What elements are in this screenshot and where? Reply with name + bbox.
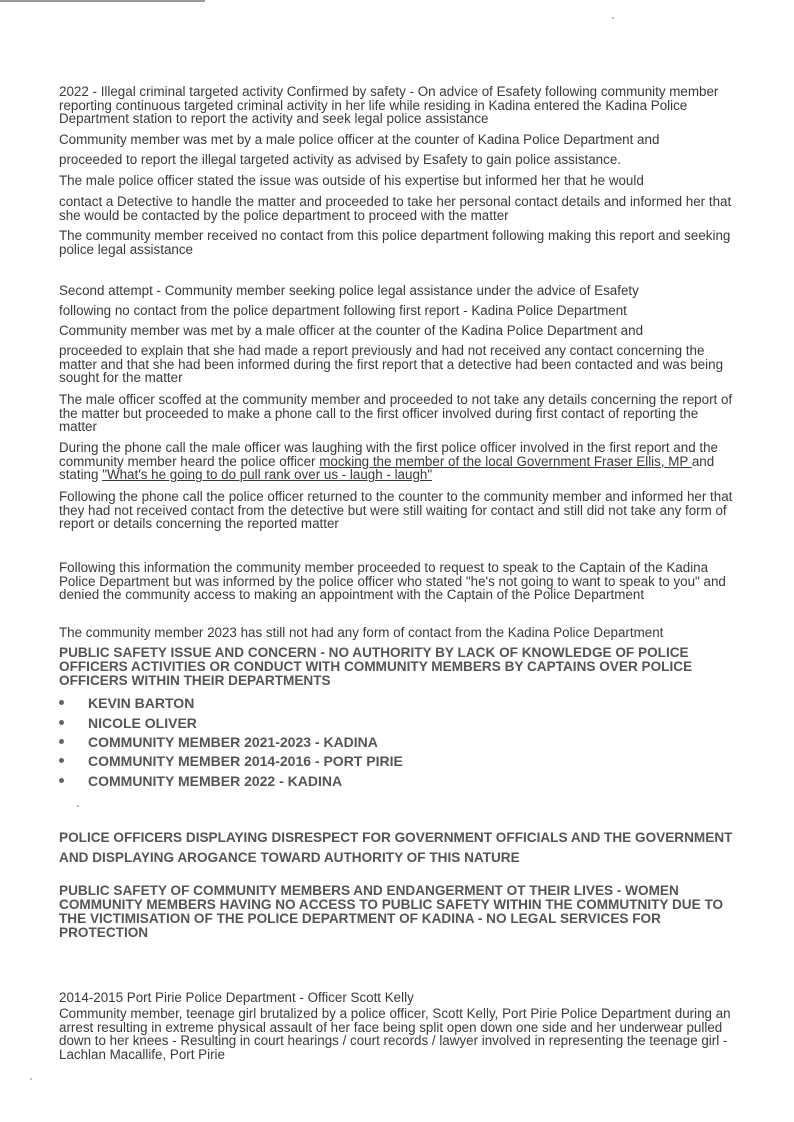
paragraph-no-contact: The community member received no contact from this police department following making this report and seeking police legal assistance <box>59 228 731 257</box>
underlined-mocking-quote: mocking the member of the local Government Fraser Ellis, MP <box>319 453 692 469</box>
paragraph-port-pirie-detail: Community member, teenage girl brutalized by a police officer, Scott Kelly, Port Pirie Police Department during an arrest resulting in extreme physical assault of her face being split open down one side and her underwear pulled down to her knees - Resulting in court hearings / court records / lawyer involved in representing the teenage girl - Lachlan Macallife, Port Pirie <box>59 1006 731 1062</box>
bullet-icon <box>59 720 64 725</box>
paragraph-second-attempt: Second attempt - Community member seeking police legal assistance under the advice of Esafety <box>59 283 639 298</box>
list-item: COMMUNITY MEMBER 2021-2023 - KADINA <box>59 734 378 750</box>
phone-call-text-cont: and stating <box>59 453 715 483</box>
list-item: COMMUNITY MEMBER 2014-2016 - PORT PIRIE <box>59 753 403 769</box>
heading-endangerment: PUBLIC SAFETY OF COMMUNITY MEMBERS AND ENDANGERMENT OT THEIR LIVES - WOMEN COMMUNITY MEMBERS HAVING NO ACCESS TO PUBLIC SAFETY WITHIN THE COMMUTNITY DUE TO THE VICTIMISATION OF THE POLICE DEPARTMENT OF KADINA - NO LEGAL SERVICES FOR PROTECTION <box>59 883 724 940</box>
paragraph-phone-call <box>59 441 735 482</box>
scan-edge-line <box>0 0 205 2</box>
bullet-icon <box>59 758 64 763</box>
paragraph-report-activity: proceeded to report the illegal targeted activity as advised by Esafety to gain police assistance. <box>59 152 621 167</box>
paragraph-still-no-contact: The community member 2023 has still not had any form of contact from the Kadina Police Department <box>59 625 664 640</box>
paragraph-port-pirie-title: 2014-2015 Port Pirie Police Department - Officer Scott Kelly <box>59 990 414 1005</box>
paragraph-captain-request: Following this information the community member proceeded to request to speak to the Captain of the Kadina Police Department but was informed by the police officer who stated "he's not going to want to speak to you" and denied the community access to making an appointment with the Captain of the Police Department <box>59 560 726 603</box>
paragraph-officer-scoffed: The male officer scoffed at the community member and proceeded to not take any details concerning the report of the matter but proceeded to make a phone call to the first officer involved during first contact of reporting the matter <box>59 392 733 435</box>
paragraph-officer-statement: The male police officer stated the issue was outside of his expertise but informed her that he would <box>59 173 644 188</box>
heading-public-safety-issue: PUBLIC SAFETY ISSUE AND CONCERN - NO AUTHORITY BY LACK OF KNOWLEDGE OF POLICE OFFICERS ACTIVITIES OR CONDUCT WITH COMMUNITY MEMBERS BY CAPTAINS OVER POLICE OFFICERS WITHIN THEIR DEPARTMENTS <box>59 645 693 688</box>
bullet-icon <box>59 778 64 783</box>
list-item: KEVIN BARTON <box>59 695 194 711</box>
scan-speck <box>612 17 614 19</box>
scan-speck <box>77 805 79 807</box>
paragraph-second-attempt-cont: following no contact from the police department following first report - Kadina Police Department <box>59 303 627 318</box>
bullet-icon <box>59 739 64 744</box>
list-item: COMMUNITY MEMBER 2022 - KADINA <box>59 773 342 789</box>
paragraph-officer-returned: Following the phone call the police officer returned to the counter to the community member and informed her that they had not received contact from the detective but were still waiting for contact and still did not take any form of report or details concerning the reported matter <box>59 489 733 532</box>
bullet-icon <box>59 700 64 705</box>
paragraph-second-counter: Community member was met by a male officer at the counter of the Kadina Police Department and <box>59 323 644 338</box>
list-item: NICOLE OLIVER <box>59 715 197 731</box>
paragraph-counter-meeting: Community member was met by a male police officer at the counter of Kadina Police Department and <box>59 132 660 147</box>
underlined-laugh-quote: "What's he going to do pull rank over us - laugh - laugh" <box>102 467 433 483</box>
scan-speck <box>30 1078 32 1080</box>
phone-call-text: During the phone call the male officer was laughing with the first police officer involved in the first report and the community member heard the police officer <box>59 440 718 469</box>
paragraph-first-report: 2022 - Illegal criminal targeted activity Confirmed by safety - On advice of Esafety following community member reporting continuous targeted criminal activity in her life while residing in Kadina entered the Kadina Police Department station to report the activity and seek legal police assistance <box>59 84 719 127</box>
heading-disrespect: POLICE OFFICERS DISPLAYING DISRESPECT FOR GOVERNMENT OFFICIALS AND THE GOVERNMENT AND DISPLAYING AROGANCE TOWARD AUTHORITY OF THIS NATURE <box>59 830 733 865</box>
paragraph-explain-previous: proceeded to explain that she had made a report previously and had not received any contact concerning the matter and that she had been informed during the first report that a detective had been contacted and was being sought for the matter <box>59 343 724 386</box>
paragraph-detective-contact: contact a Detective to handle the matter and proceeded to take her personal contact details and informed her that she would be contacted by the police department to proceed with the matter <box>59 194 732 223</box>
